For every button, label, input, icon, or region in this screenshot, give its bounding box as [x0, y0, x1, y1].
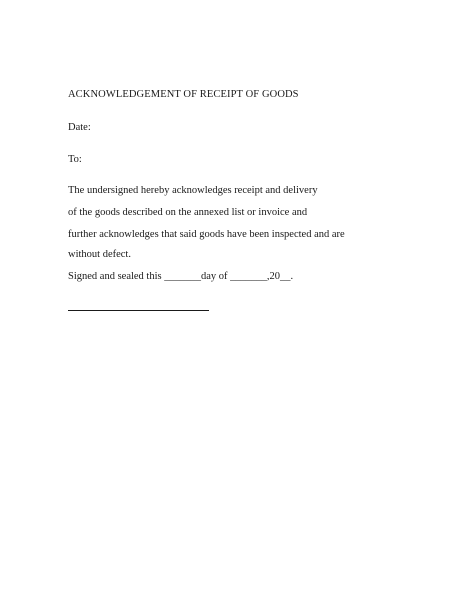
- body-line-4: without defect.: [68, 249, 131, 260]
- date-label: Date:: [68, 122, 91, 133]
- body-line-3: further acknowledges that said goods have been inspected and are: [68, 229, 345, 240]
- body-line-1: The undersigned hereby acknowledges receipt and delivery: [68, 185, 318, 196]
- signed-sealed-line: Signed and sealed this _______day of _______,20__.: [68, 271, 294, 282]
- body-line-2: of the goods described on the annexed list or invoice and: [68, 207, 308, 218]
- signature-line: [68, 310, 209, 311]
- document-title: ACKNOWLEDGEMENT OF RECEIPT OF GOODS: [68, 89, 299, 100]
- to-label: To:: [68, 154, 82, 165]
